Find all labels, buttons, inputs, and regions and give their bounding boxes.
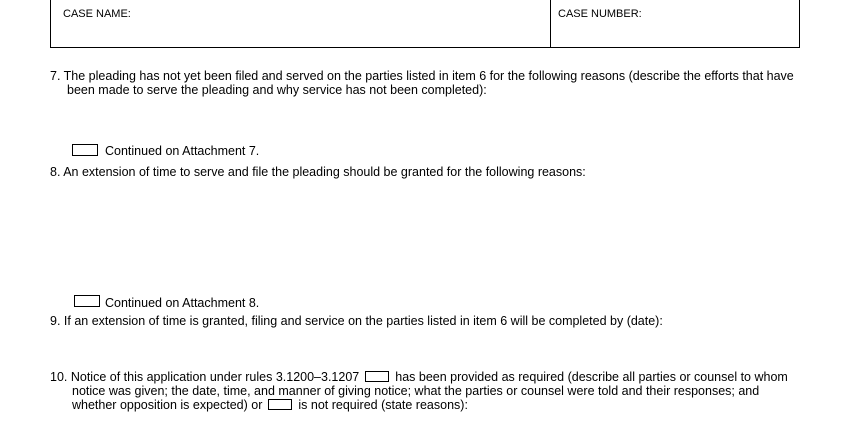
item-10-line-3-a: whether opposition is expected) or — [72, 398, 263, 412]
case-name-label: CASE NAME: — [63, 8, 131, 20]
case-header-divider — [550, 0, 551, 47]
item-7-line-2: been made to serve the pleading and why service has not been completed): — [67, 83, 487, 97]
item-10-line-2: notice was given; the date, time, and manner of giving notice; what the parties or counsel were told and their responses; and — [72, 384, 760, 398]
notice-not-required-checkbox[interactable] — [268, 399, 292, 410]
item-9-line-1: 9. If an extension of time is granted, filing and service on the parties listed in item 6 will be completed by (date): — [50, 314, 663, 328]
item-10-line-1-b: has been provided as required (describe all parties or counsel to whom — [395, 370, 788, 384]
item-10-line-3-b: is not required (state reasons): — [298, 398, 468, 412]
case-number-label: CASE NUMBER: — [558, 8, 642, 20]
item-10-line-1-a: 10. Notice of this application under rules 3.1200–3.1207 — [50, 370, 360, 384]
item-10-line-3 — [50, 398, 788, 412]
attachment-7-label: Continued on Attachment 7. — [105, 144, 260, 158]
item-7-text — [50, 69, 794, 97]
item-7-line-1: 7. The pleading has not yet been filed and served on the parties listed in item 6 for the following reasons (describe the efforts that have — [50, 69, 794, 83]
case-header-box — [50, 0, 800, 48]
item-10-line-1 — [50, 370, 788, 384]
notice-provided-checkbox[interactable] — [365, 371, 389, 382]
item-8-line-1: 8. An extension of time to serve and file the pleading should be granted for the following reasons: — [50, 165, 586, 179]
attachment-8-checkbox[interactable] — [74, 295, 100, 307]
attachment-8-label: Continued on Attachment 8. — [105, 296, 260, 310]
item-10-text — [50, 370, 788, 412]
attachment-7-checkbox[interactable] — [72, 144, 98, 156]
